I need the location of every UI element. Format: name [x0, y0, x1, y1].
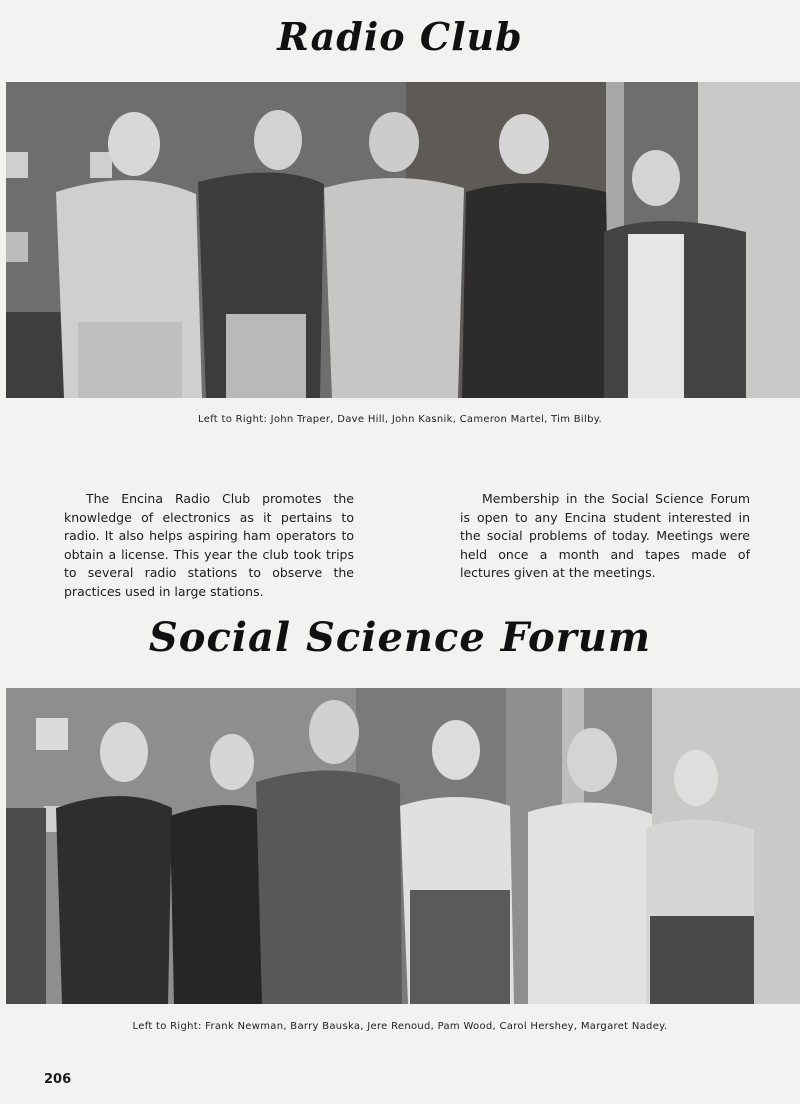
social-science-forum-title: Social Science Forum — [148, 614, 652, 661]
radio-club-caption: Left to Right: John Traper, Dave Hill, John Kasnik, Cameron Martel, Tim Bilby. — [198, 414, 602, 425]
forum-caption: Left to Right: Frank Newman, Barry Bauska, Jere Renoud, Pam Wood, Carol Hershey, Margaret Nadey. — [132, 1021, 668, 1032]
radio-club-title: Radio Club — [277, 14, 523, 59]
page-number: 206 — [44, 1072, 72, 1087]
forum-paragraph: Membership in the Social Science Forum is open to any Encina student interested in the social problems of today. Meetings were held once a month and tapes made of lectures given at the meetings. — [460, 491, 750, 580]
radio-club-paragraph: The Encina Radio Club promotes the knowledge of electronics as it pertains to radio. It also helps aspiring ham operators to obtain a license. This year the club took trips to several radio stations to observe the practices used in large stations. — [64, 491, 354, 599]
social-science-forum-photo — [6, 688, 800, 1004]
radio-club-photo — [6, 82, 800, 398]
